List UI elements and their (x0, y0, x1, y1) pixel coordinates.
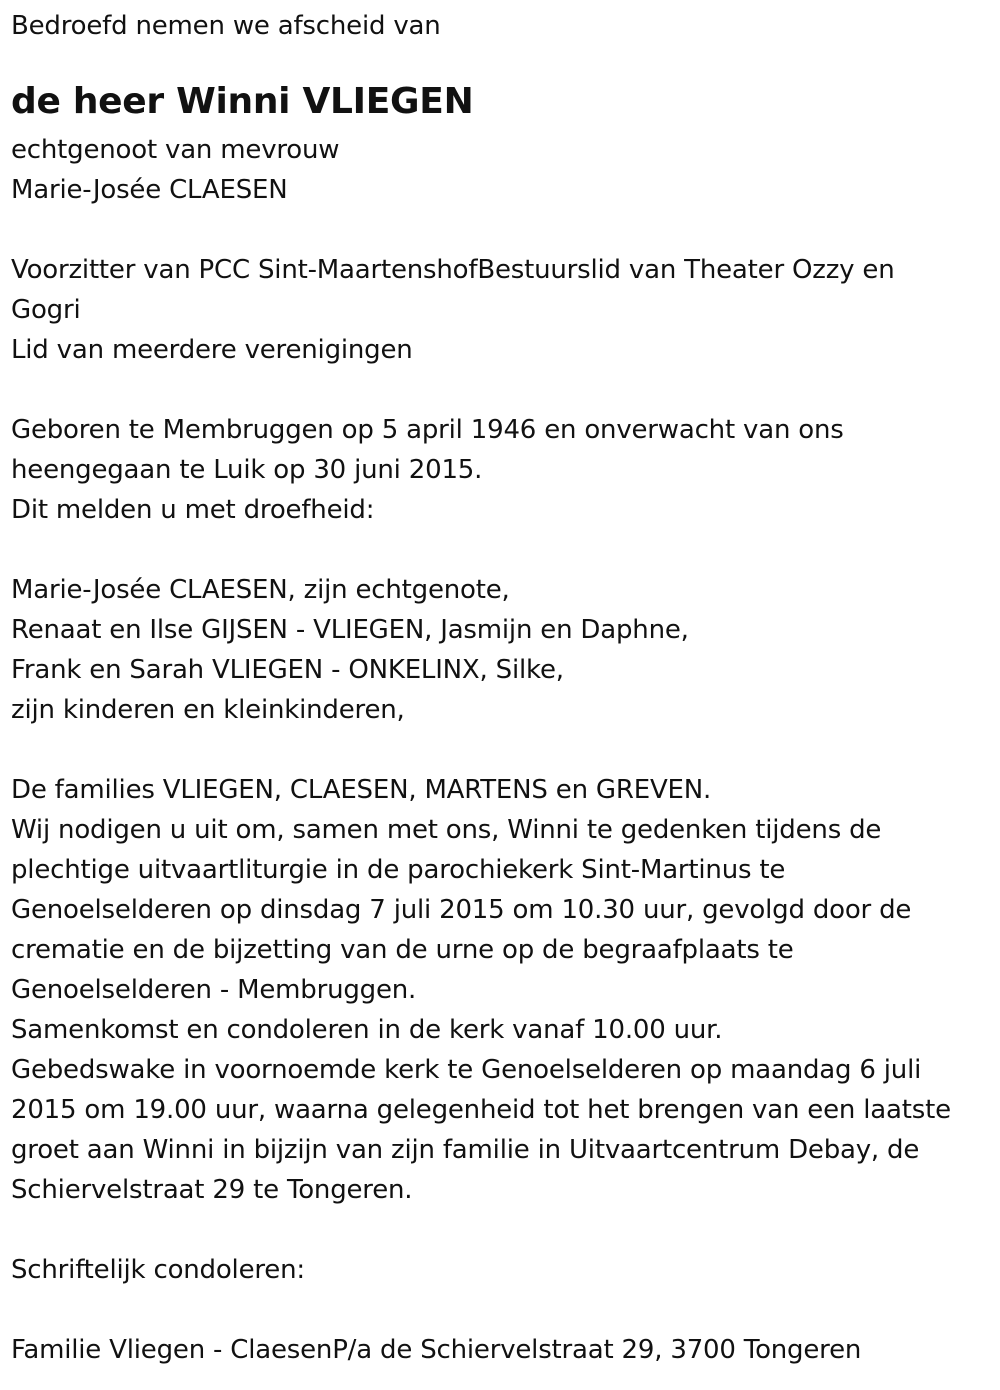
spacer (11, 730, 991, 770)
spacer (11, 530, 991, 570)
roles-line: Lid van meerdere verenigingen (11, 335, 413, 365)
deceased-name: de heer Winni VLIEGEN (11, 81, 474, 122)
ceremony-line: groet aan Winni in bijzijn van zijn familie in Uitvaartcentrum Debay, de (11, 1135, 920, 1165)
birth-death-line: Dit melden u met droefheid: (11, 495, 375, 525)
roles-line: Voorzitter van PCC Sint-MaartenshofBestuurslid van Theater Ozzy en (11, 255, 895, 285)
ceremony-line: Wij nodigen u uit om, samen met ons, Winni te gedenken tijdens de (11, 815, 882, 845)
ceremony-line: De families VLIEGEN, CLAESEN, MARTENS en GREVEN. (11, 775, 712, 805)
family-line: Renaat en Ilse GIJSEN - VLIEGEN, Jasmijn en Daphne, (11, 615, 689, 645)
spacer (11, 1290, 991, 1330)
spouse-section (11, 130, 991, 210)
intro-text: Bedroefd nemen we afscheid van (11, 11, 441, 41)
roles-line: Gogri (11, 295, 81, 325)
spouse-line: echtgenoot van mevrouw (11, 135, 340, 165)
ceremony-line: Gebedswake in voornoemde kerk te Genoelselderen op maandag 6 juli (11, 1055, 922, 1085)
spacer (11, 370, 991, 410)
obituary-document (11, 6, 991, 1370)
spouse-line: Marie-Josée CLAESEN (11, 175, 288, 205)
roles-section (11, 250, 991, 370)
family-line: Frank en Sarah VLIEGEN - ONKELINX, Silke, (11, 655, 564, 685)
ceremony-line: Samenkomst en condoleren in de kerk vanaf 10.00 uur. (11, 1015, 723, 1045)
ceremony-line: Schiervelstraat 29 te Tongeren. (11, 1175, 413, 1205)
ceremony-line: crematie en de bijzetting van de urne op de begraafplaats te (11, 935, 794, 965)
family-line: zijn kinderen en kleinkinderen, (11, 695, 405, 725)
spacer (11, 210, 991, 250)
ceremony-section (11, 770, 991, 1210)
birth-death-line: Geboren te Membruggen op 5 april 1946 en onverwacht van ons (11, 415, 844, 445)
ceremony-line: 2015 om 19.00 uur, waarna gelegenheid tot het brengen van een laatste (11, 1095, 951, 1125)
family-line: Marie-Josée CLAESEN, zijn echtgenote, (11, 575, 510, 605)
ceremony-line: Genoelselderen op dinsdag 7 juli 2015 om 10.30 uur, gevolgd door de (11, 895, 912, 925)
birth-death-section (11, 410, 991, 530)
ceremony-line: Genoelselderen - Membruggen. (11, 975, 417, 1005)
ceremony-line: plechtige uitvaartliturgie in de parochiekerk Sint-Martinus te (11, 855, 786, 885)
condolence-address: Familie Vliegen - ClaesenP/a de Schiervelstraat 29, 3700 Tongeren (11, 1335, 862, 1365)
family-section (11, 570, 991, 730)
condolence-heading: Schriftelijk condoleren: (11, 1255, 305, 1285)
birth-death-line: heengegaan te Luik op 30 juni 2015. (11, 455, 483, 485)
spacer (11, 1210, 991, 1250)
